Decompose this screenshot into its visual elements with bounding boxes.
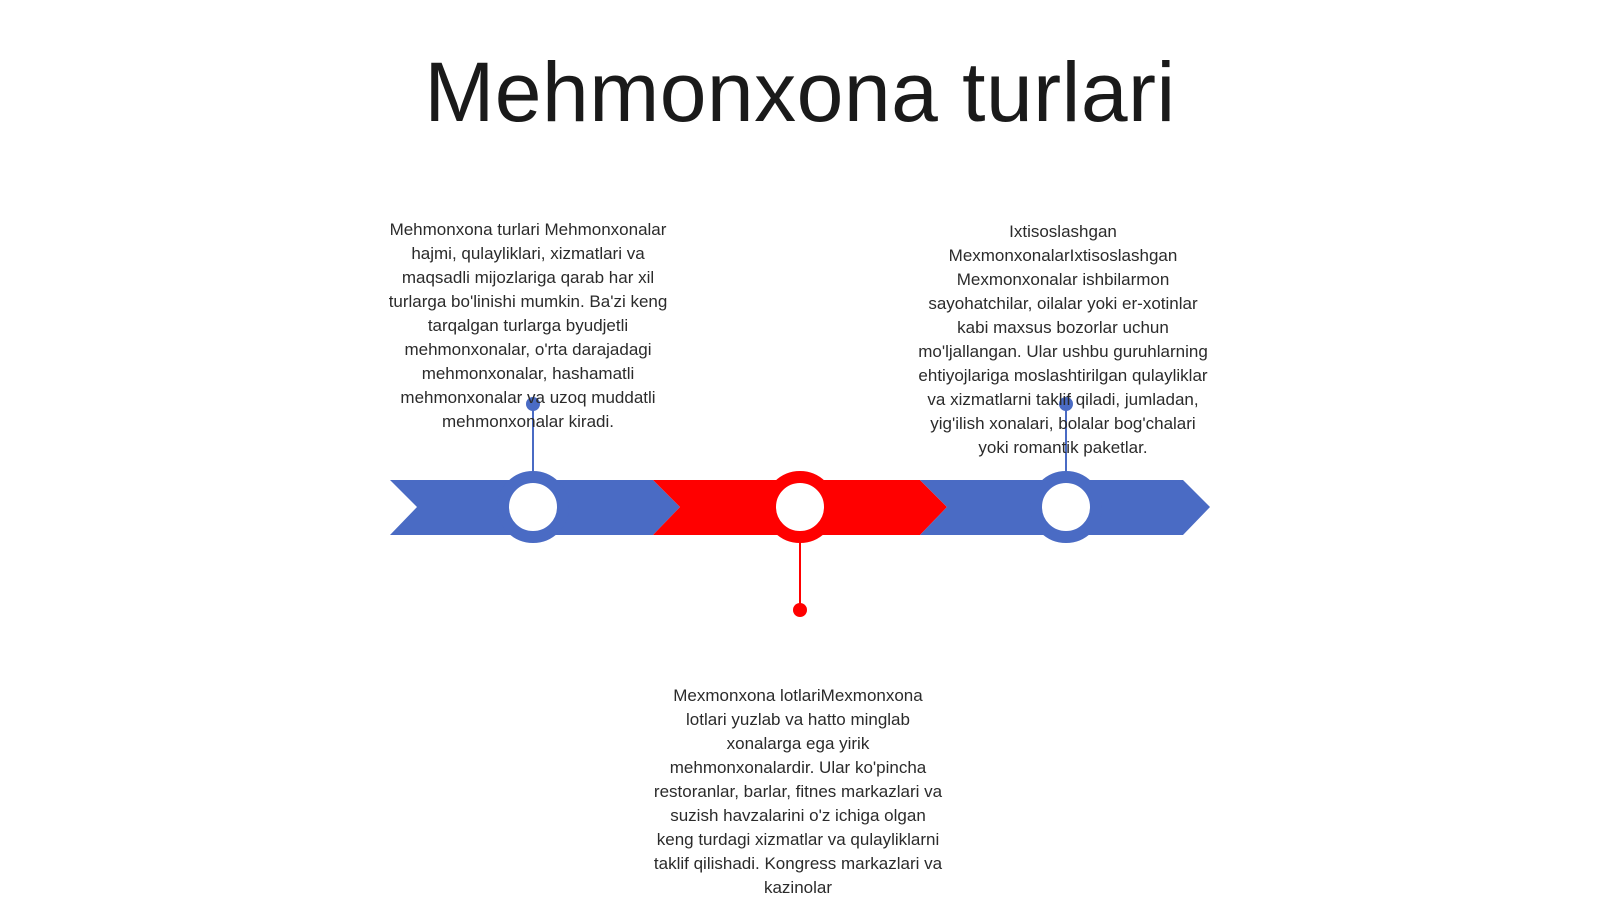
connector-dot-2 [793,603,807,617]
milestone-marker-1 [503,477,563,537]
milestone-marker-2 [770,477,830,537]
timeline-item-1-text: Mehmonxona turlari Mehmonxonalar hajmi, qulayliklari, xizmatlari va maqsadli mijozlariga qarab har xil turlarga bo'linishi mumkin. Ba'zi keng tarqalgan turlarga byudjetli mehmonxonalar, o'rta darajadagi mehmonxonalar, hashamatli mehmonxonalar va uzoq muddatli mehmonxonalar kiradi. [388,220,668,431]
slide-title: Mehmonxona turlari [424,45,1176,139]
timeline-item-3-text: Ixtisoslashgan MexmonxonalarIxtisoslashgan Mexmonxonalar ishbilarmon sayohatchilar, oilalar yoki er-xotinlar kabi maxsus bozorlar uchun mo'ljallangan. Ular ushbu guruhlarning ehtiyojlariga moslashtirilgan qulayliklar va xizmatlarni taklif qiladi, jumladan, yig'ilish xonalari, bolalar bog'chalari yoki romantik paketlar. [918,222,1208,457]
milestone-marker-3 [1036,477,1096,537]
timeline-item-2-text: Mexmonxona lotlariMexmonxona lotlari yuzlab va hatto minglab xonalarga ega yirik mehmonxonalardir. Ular ko'pincha restoranlar, barlar, fitnes markazlari va suzish havzalarini o'z ichiga olgan keng turdagi xizmatlar va qulayliklarni taklif qilishadi. Kongress markazlari va kazinolar [653,686,943,897]
